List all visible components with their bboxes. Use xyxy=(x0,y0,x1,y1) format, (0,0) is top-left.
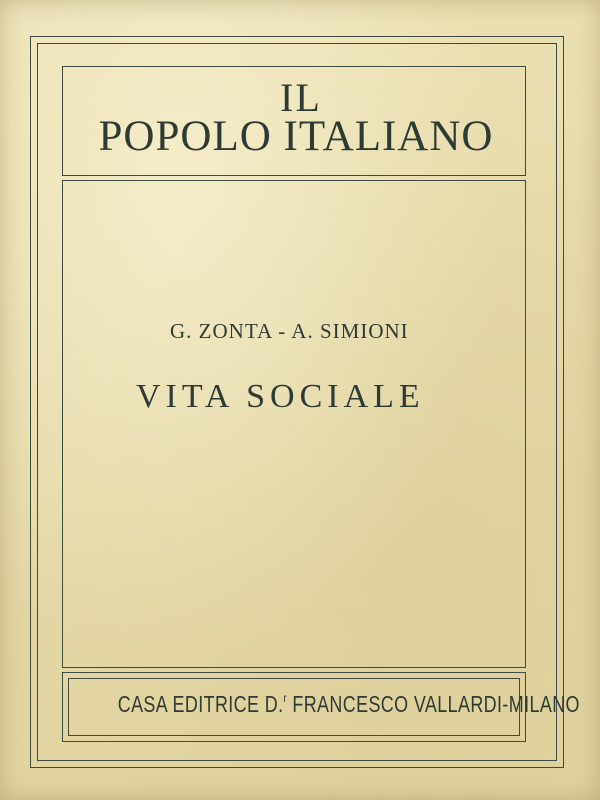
publisher-line xyxy=(117,691,580,718)
authors: G. ZONTA - A. SIMIONI xyxy=(170,319,409,343)
series-title-line-1: IL xyxy=(280,75,322,120)
book-title: VITA SOCIALE xyxy=(136,378,425,415)
publisher-superscript: r xyxy=(283,691,287,705)
series-title-line-2: POPOLO ITALIANO xyxy=(98,113,494,160)
publisher-suffix: FRANCESCO VALLARDI-MILANO xyxy=(286,691,580,717)
body-panel-border xyxy=(62,180,526,668)
publisher-prefix: CASA EDITRICE D. xyxy=(117,691,284,717)
